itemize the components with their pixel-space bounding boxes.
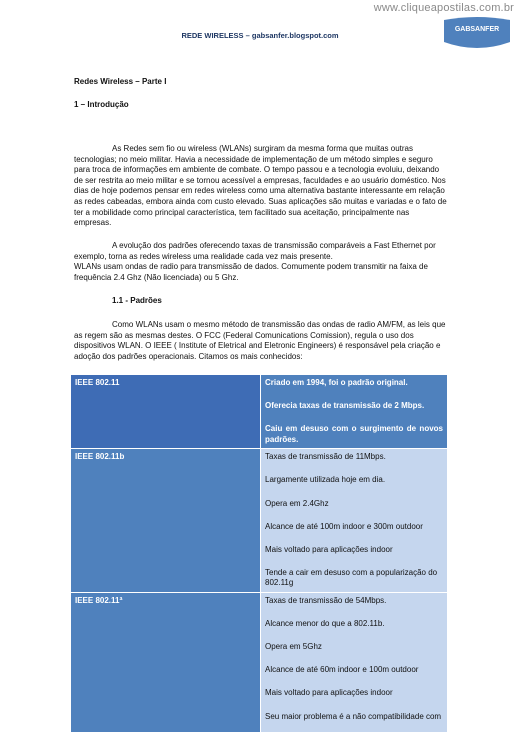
detail-line: Mais voltado para aplicações indoor [265,688,393,698]
detail-line: Opera em 2.4Ghz [265,498,329,508]
standard-details-cell [261,449,448,593]
detail-line: Seu maior problema é a não compatibilidade com [265,711,442,721]
detail-line: Alcance de até 100m indoor e 300m outdoor [265,521,423,531]
standard-name-cell: IEEE 802.11b [71,449,261,593]
detail-line: Tende a cair em desuso com a popularização do 802.11g [265,567,438,588]
table-row [71,449,448,593]
paragraph-ondas-radio: WLANs usam ondas de radio para transmissão de dados. Comumente podem transmitir na faixa de frequência 2.4 Ghz (Não licenciada) ou 5 Ghz. [74,262,428,282]
standard-details-cell [261,375,448,449]
detail-line: Largamente utilizada hoje em dia. [265,475,386,485]
paragraph-padroes: Como WLANs usam o mesmo método de transmissão das ondas de radio AM/FM, as leis que as regem são as mesmas destes. O FCC (Federal Comunications Comission), regula o uso dos dispositivos WLAN. O IEEE ( Institute of Eletrical and Eletronic Engineers) é responsável pela criação e adoção dos padrões operacionais. Citamos os mais conhecidos: [74,320,446,361]
detail-line: Oferecia taxas de transmissão de 2 Mbps. [265,401,425,411]
part-title: Redes Wireless – Parte I [74,77,167,86]
detail-line: Alcance menor do que a 802.11b. [265,619,385,629]
section-heading-introducao: 1 – Introdução [74,100,129,109]
detail-line: Taxas de transmissão de 11Mbps. [265,452,386,462]
detail-line: Alcance de até 60m indoor e 100m outdoor [265,665,419,675]
detail-line: Caiu em desuso com o surgimento de novos padrões. [265,424,443,444]
site-watermark: www.cliqueapostilas.com.br [373,2,514,14]
detail-line: Mais voltado para aplicações indoor [265,544,393,554]
detail-line: Taxas de transmissão de 54Mbps. [265,596,387,606]
standards-table [70,374,448,733]
page-header-title: REDE WIRELESS – gabsanfer.blogspot.com [181,31,339,40]
standard-name-cell: IEEE 802.11 [71,375,261,449]
standard-details-cell [261,593,448,733]
section-heading-padroes: 1.1 - Padrões [112,296,162,305]
detail-line: Criado em 1994, foi o padrão original. [265,378,408,387]
paragraph-evolucao: A evolução dos padrões oferecendo taxas de transmissão comparáveis a Fast Ethernet por exemplo, torna as redes wireless uma realidade cada vez mais presente. [74,241,436,261]
table-row [71,593,448,733]
badge-label: GABSANFER [454,26,500,33]
table-row [71,375,448,449]
standard-name-cell: IEEE 802.11ª [71,593,261,733]
detail-line: Opera em 5Ghz [265,642,322,652]
paragraph-intro: As Redes sem fio ou wireless (WLANs) surgiram da mesma forma que muitas outras tecnologias; no meio militar. Havia a necessidade de implementação de um método simples e seguro para troca de informações em ambiente de combate. O tempo passou e a tecnologia evoluiu, deixando de ser restrita ao meio militar e se tornou acessível a empresas, faculdades e ao usuário doméstico. Nos dias de hoje podemos pensar em redes wireless como uma alternativa bastante interessante em relação as redes cabeadas, embora ainda com custo elevado. Suas aplicações são muitas e variadas e o fato de ter a mobilidade como principal característica, tem facilitado sua aceitação, principalmente nas empresas. [74,144,447,228]
